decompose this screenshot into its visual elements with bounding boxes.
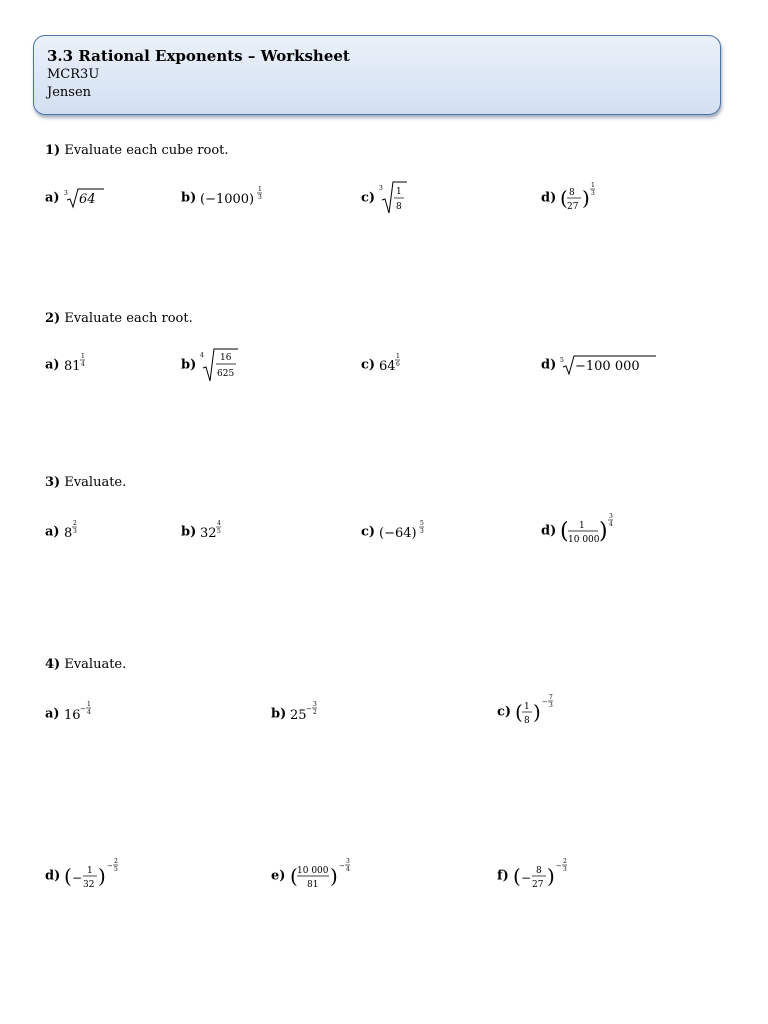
worksheet-title: 3.3 Rational Exponents – Worksheet	[47, 47, 350, 65]
svg-text:4: 4	[86, 709, 91, 716]
question-number: 1)	[45, 143, 61, 158]
worksheet-header	[33, 35, 721, 115]
question-3	[45, 475, 126, 490]
q1-item-b	[181, 183, 280, 213]
q2b-expression	[200, 346, 260, 384]
q3a-expression	[64, 517, 94, 547]
item-label: a)	[45, 190, 60, 206]
item-label: d)	[45, 868, 61, 884]
svg-text:(: (	[289, 864, 298, 888]
q1b-expression	[200, 183, 280, 213]
svg-text:): )	[98, 864, 107, 888]
svg-text:): )	[533, 700, 542, 724]
item-label: b)	[181, 190, 197, 206]
q4e-expression	[290, 858, 370, 894]
q4-item-d	[45, 858, 144, 894]
question-prompt: Evaluate each cube root.	[64, 143, 229, 158]
item-label: b)	[271, 706, 287, 722]
svg-text:(−1000): (−1000)	[200, 192, 255, 207]
item-label: c)	[361, 357, 376, 373]
svg-text:): )	[546, 864, 555, 888]
q4-item-b	[271, 699, 340, 729]
q4-item-f	[497, 858, 593, 894]
svg-text:2: 2	[114, 858, 119, 865]
svg-text:81: 81	[306, 880, 319, 890]
svg-text:3: 3	[549, 702, 554, 709]
question-number: 2)	[45, 311, 61, 326]
q3d-expression	[560, 512, 640, 550]
q1c-expression	[379, 180, 419, 216]
q3b-expression	[200, 517, 240, 547]
question-2	[45, 311, 193, 326]
svg-text:(: (	[512, 864, 521, 888]
svg-text:): )	[582, 186, 591, 210]
svg-text:625: 625	[217, 369, 235, 379]
svg-text:2: 2	[562, 858, 567, 865]
svg-text:5: 5	[217, 528, 222, 535]
svg-text:25: 25	[290, 708, 307, 723]
svg-text:3: 3	[420, 528, 425, 535]
svg-text:1: 1	[80, 353, 85, 360]
svg-text:−100 000: −100 000	[575, 359, 641, 374]
q3-item-c	[361, 517, 439, 547]
svg-text:1: 1	[579, 521, 586, 531]
q2-item-c	[361, 350, 419, 380]
svg-text:4: 4	[80, 361, 85, 368]
q1-item-d	[541, 180, 620, 216]
q4-item-c	[497, 694, 575, 730]
svg-text:3: 3	[63, 190, 68, 197]
svg-text:7: 7	[549, 694, 554, 701]
item-label: b)	[181, 357, 197, 373]
q2-item-b	[181, 346, 260, 384]
item-label: a)	[45, 706, 60, 722]
q4b-expression	[290, 699, 340, 729]
question-1	[45, 143, 229, 158]
course-code: MCR3U	[47, 67, 100, 82]
item-label: a)	[45, 524, 60, 540]
question-number: 4)	[45, 657, 61, 672]
question-prompt: Evaluate each root.	[64, 311, 193, 326]
svg-text:5: 5	[114, 866, 119, 873]
question-prompt: Evaluate.	[64, 657, 127, 672]
svg-text:3: 3	[72, 528, 77, 535]
svg-text:3: 3	[345, 858, 350, 865]
svg-text:(: (	[64, 864, 73, 888]
svg-text:5: 5	[420, 520, 425, 527]
svg-text:2: 2	[313, 709, 318, 716]
svg-text:27: 27	[531, 880, 544, 890]
question-prompt: Evaluate.	[64, 475, 127, 490]
svg-text:−: −	[555, 862, 562, 870]
svg-text:3: 3	[313, 701, 318, 708]
svg-text:−: −	[338, 862, 345, 870]
svg-text:4: 4	[609, 521, 614, 528]
item-label: c)	[497, 704, 512, 720]
item-label: a)	[45, 357, 60, 373]
svg-text:27: 27	[567, 202, 579, 212]
question-4	[45, 657, 126, 672]
q4f-expression	[513, 858, 593, 894]
svg-text:): )	[329, 864, 338, 888]
item-label: e)	[271, 868, 286, 884]
svg-text:): )	[599, 519, 608, 544]
q1-item-c	[361, 180, 419, 216]
svg-text:5: 5	[560, 357, 565, 364]
svg-text:2: 2	[72, 520, 77, 527]
svg-text:1: 1	[396, 187, 402, 197]
question-number: 3)	[45, 475, 61, 490]
q2-item-d	[541, 350, 670, 380]
q4-item-e	[271, 858, 370, 894]
svg-text:1: 1	[87, 866, 94, 876]
svg-text:64: 64	[379, 359, 396, 374]
q2a-expression	[64, 350, 104, 380]
q4d-expression	[64, 858, 144, 894]
svg-text:1: 1	[86, 701, 91, 708]
svg-text:1: 1	[524, 702, 530, 712]
svg-text:(−64): (−64)	[379, 526, 417, 541]
svg-text:3: 3	[609, 513, 614, 520]
svg-text:1: 1	[258, 186, 263, 193]
q3-item-a	[45, 517, 94, 547]
q3-item-d	[541, 512, 640, 550]
svg-text:8: 8	[396, 202, 402, 212]
svg-text:−: −	[79, 705, 86, 713]
q2d-expression	[560, 350, 670, 380]
svg-text:8: 8	[63, 526, 72, 541]
svg-text:−: −	[107, 862, 114, 870]
svg-text:6: 6	[396, 361, 401, 368]
svg-text:3: 3	[591, 190, 596, 197]
author-name: Jensen	[47, 85, 92, 100]
svg-text:4: 4	[345, 866, 350, 873]
svg-text:8: 8	[535, 866, 542, 876]
q4-item-a	[45, 699, 114, 729]
q3-item-b	[181, 517, 240, 547]
svg-text:10 000: 10 000	[296, 866, 329, 876]
item-label: b)	[181, 524, 197, 540]
svg-text:1: 1	[591, 182, 596, 189]
svg-text:1: 1	[396, 353, 401, 360]
svg-text:16: 16	[63, 708, 81, 723]
q1d-expression	[560, 180, 620, 216]
svg-text:4: 4	[200, 352, 205, 359]
svg-text:81: 81	[63, 359, 81, 374]
svg-text:8: 8	[524, 716, 530, 726]
q1-item-a	[45, 183, 124, 213]
svg-text:(: (	[515, 700, 524, 724]
svg-text:64: 64	[78, 192, 96, 207]
item-label: c)	[361, 190, 376, 206]
q4c-expression	[515, 694, 575, 730]
svg-text:−: −	[520, 871, 531, 885]
item-label: f)	[497, 868, 509, 884]
svg-text:−: −	[542, 698, 549, 706]
svg-text:10 000: 10 000	[568, 535, 600, 545]
svg-text:3: 3	[379, 185, 384, 192]
q4a-expression	[64, 699, 114, 729]
svg-text:−: −	[72, 871, 83, 885]
svg-text:4: 4	[217, 520, 222, 527]
svg-text:3: 3	[562, 866, 567, 873]
item-label: c)	[361, 524, 376, 540]
svg-text:8: 8	[569, 188, 576, 198]
q2c-expression	[379, 350, 419, 380]
svg-text:(: (	[560, 519, 569, 544]
svg-text:(: (	[560, 186, 569, 210]
q2-item-a	[45, 350, 104, 380]
svg-text:−: −	[306, 705, 313, 713]
svg-text:3: 3	[258, 194, 263, 201]
item-label: d)	[541, 357, 557, 373]
item-label: d)	[541, 190, 557, 206]
svg-text:16: 16	[220, 353, 232, 363]
item-label: d)	[541, 523, 557, 539]
svg-text:32: 32	[200, 526, 217, 541]
q3c-expression	[379, 517, 439, 547]
svg-text:32: 32	[83, 880, 95, 890]
q1a-expression	[64, 183, 124, 213]
